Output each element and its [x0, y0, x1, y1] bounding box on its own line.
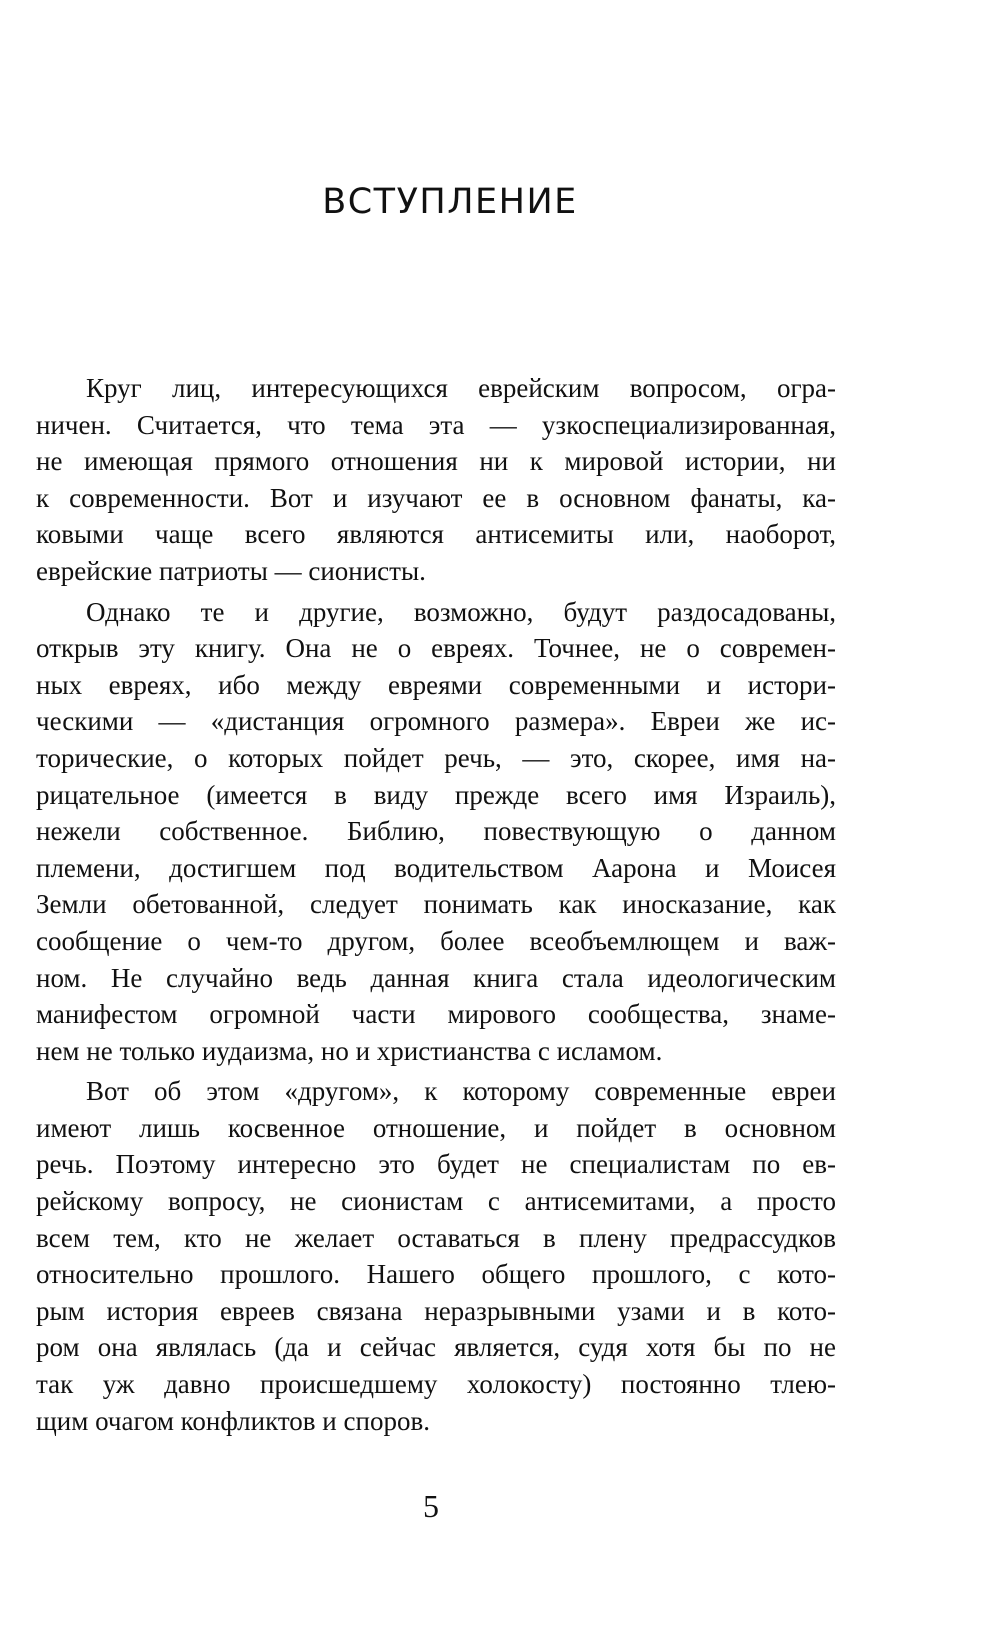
text-line: Земли обетованной, следует понимать как иносказание, как	[36, 889, 836, 920]
text-line: так уж давно происшедшему холокосту) постоянно тлею-	[36, 1369, 836, 1400]
paragraph	[36, 1073, 836, 1439]
text-line: открыв эту книгу. Она не о евреях. Точнее, не о современ-	[36, 633, 836, 664]
text-line: рицательное (имеется в виду прежде всего имя Израиль),	[36, 779, 836, 810]
text-line: племени, достигшем под водительством Аарона и Моисея	[36, 852, 836, 883]
text-line: щим очагом конфликтов и споров.	[36, 1405, 430, 1436]
page-number: 5	[423, 1488, 439, 1524]
text-line: всем тем, кто не желает оставаться в плену предрассудков	[36, 1222, 836, 1253]
paragraph	[36, 594, 836, 1070]
text-line: не имеющая прямого отношения ни к мировой истории, ни	[36, 446, 836, 477]
text-line: речь. Поэтому интересно это будет не специалистам по ев-	[36, 1149, 836, 1180]
chapter-title: ВСТУПЛЕНИЕ	[322, 182, 578, 222]
text-line: торические, о которых пойдет речь, — это, скорее, имя на-	[36, 742, 836, 773]
text-line: еврейские патриоты — сионисты.	[36, 555, 426, 586]
text-line: Однако те и другие, возможно, будут раздосадованы,	[86, 596, 836, 627]
body-text	[36, 370, 836, 1443]
text-line: Вот об этом «другом», к которому современные евреи	[86, 1076, 836, 1107]
text-line: Круг лиц, интересующихся еврейским вопросом, огра-	[86, 373, 836, 403]
text-line: ром она являлась (да и сейчас является, судя хотя бы по не	[36, 1332, 836, 1363]
text-line: к современности. Вот и изучают ее в основном фанаты, ка-	[36, 482, 836, 513]
text-line: ных евреях, ибо между евреями современными и истори-	[36, 669, 836, 700]
paragraph	[36, 370, 836, 590]
text-line: нежели собственное. Библию, повествующую о данном	[36, 816, 836, 847]
text-line: относительно прошлого. Нашего общего прошлого, с кото-	[36, 1259, 836, 1290]
text-line: имеют лишь косвенное отношение, и пойдет в основном	[36, 1112, 836, 1143]
text-line: рейскому вопросу, не сионистам с антисемитами, а просто	[36, 1186, 836, 1217]
text-line: рым история евреев связана неразрывными узами и в кото-	[36, 1295, 836, 1326]
text-line: сообщение о чем-то другом, более всеобъемлющем и важ-	[36, 925, 836, 956]
text-line: ковыми чаще всего являются антисемиты или, наоборот,	[36, 519, 836, 550]
text-line: манифестом огромной части мирового сообщества, знаме-	[36, 999, 836, 1030]
text-line: ном. Не случайно ведь данная книга стала идеологическим	[36, 962, 836, 993]
text-line: ничен. Считается, что тема эта — узкоспециализированная,	[36, 409, 836, 440]
text-line: нем не только иудаизма, но и христианства с исламом.	[36, 1035, 663, 1066]
text-line: ческими — «дистанция огромного размера». Евреи же ис-	[36, 706, 836, 737]
